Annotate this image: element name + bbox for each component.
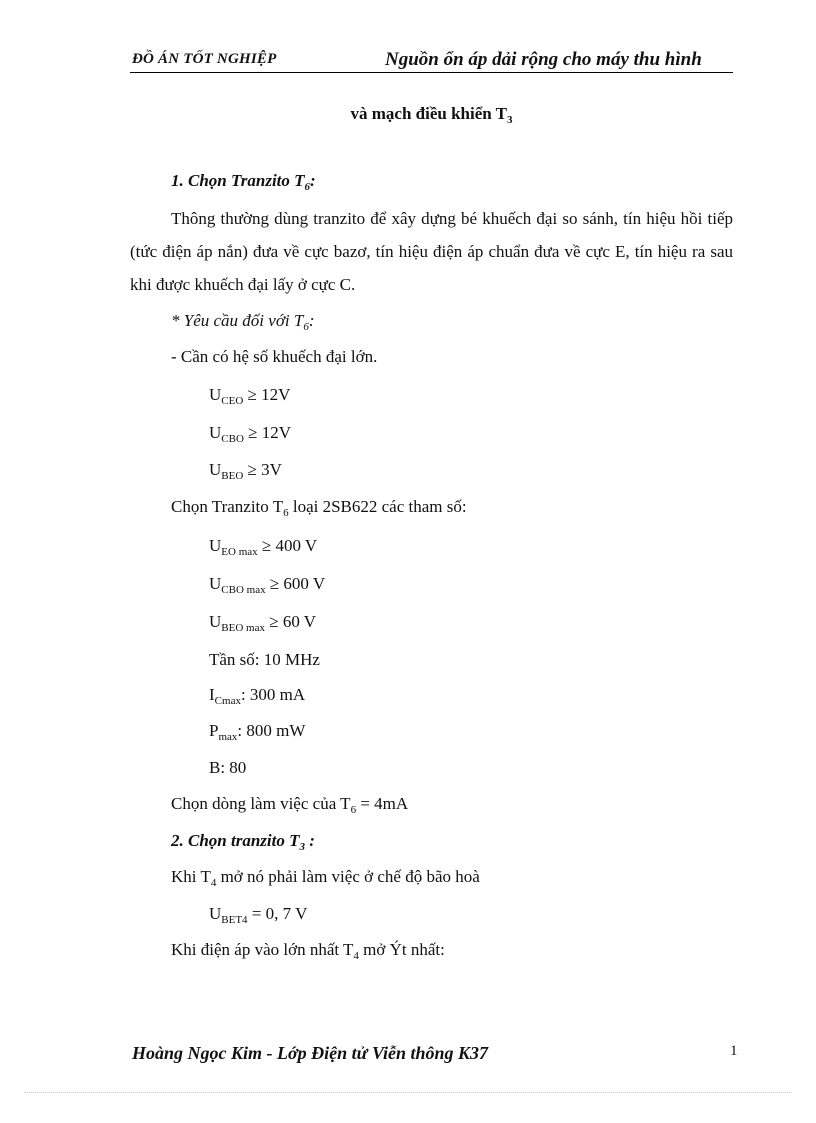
condition-ucbo: $U_{CBO} \ge 12V$	[209, 423, 292, 445]
section-1-paragraph: Thông thường dùng tranzito để xây dựng bé khuếch đại so sánh, tín hiệu hồi tiếp (tức điện áp nắn) đưa về cực bazơ, tín hiệu điện áp chuẩn đưa về cực E, tín hiệu ra sau khi được khuếch đại lấy ở cực C.	[130, 209, 733, 294]
page-number: 1	[730, 1043, 738, 1059]
param-ucbo-max: $U_{CBO max} \ge 600$ V	[209, 574, 326, 596]
header-rule	[130, 72, 733, 73]
page-title: và mạch điều khiển $T_3$	[350, 104, 513, 126]
requirement-heading: * Yêu cầu đối với $T_6$:	[171, 311, 315, 333]
formula-ubet4: $U_{BET4} = 0$, 7 V	[209, 904, 308, 926]
gain-requirement: - Cần có hệ số khuếch đại lớn.	[171, 347, 378, 366]
transistor-choice: Chọn Tranzito $T_6$ loại 2SB622 các tham số:	[171, 497, 467, 519]
param-ubeo-max: $U_{BEO max} \ge 60$ V	[209, 612, 317, 634]
param-frequency: Tần số: 10 MHz	[209, 650, 320, 669]
header-left: ĐỒ ÁN TỐT NGHIỆP	[132, 51, 277, 67]
condition-ubeo: $U_{BEO} \ge 3V$	[209, 460, 282, 482]
footer-author: Hoàng Ngọc Kim - Lớp Điện tử Viễn thông K37	[132, 1043, 488, 1063]
header-right: Nguồn ổn áp dải rộng cho máy thu hình	[385, 49, 702, 70]
param-ueo-max: $U_{EO max} \ge 400$ V	[209, 536, 318, 558]
condition-uceo: $U_{CEO} \ge 12V$	[209, 385, 291, 407]
param-p-max: $P_{max}$: 800 mW	[209, 721, 306, 743]
section-2-heading: 2. Chọn tranzito $T_3$ :	[171, 831, 315, 853]
section-2-line-1: Khi $T_4$ mở nó phải làm việc ở chế độ bão hoà	[171, 867, 480, 889]
param-ic-max: $I_{Cmax}$: 300 mA	[209, 685, 306, 707]
working-current: Chọn dòng làm việc của $T_6 = 4mA$	[171, 794, 409, 816]
section-1-heading: 1. Chọn Tranzito $T_6$:	[171, 171, 316, 193]
page-bottom-dotted-line	[24, 1092, 792, 1093]
param-beta: B: 80	[209, 758, 247, 777]
section-2-line-2: Khi điện áp vào lớn nhất $T_4$ mở Ýt nhất:	[171, 940, 445, 962]
